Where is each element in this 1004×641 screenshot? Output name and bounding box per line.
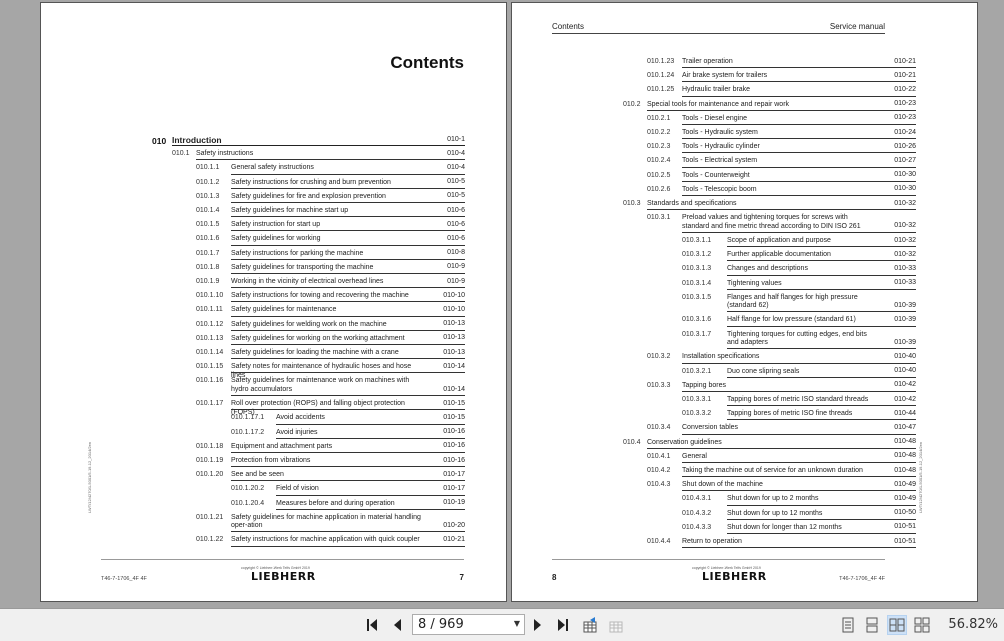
first-page-icon <box>364 618 380 632</box>
toc-entry-number: 010.1.5 <box>196 221 220 229</box>
toc-entry-title: Flanges and half flanges for high pressure (standard 62) <box>727 293 858 310</box>
toc-entry-number: 010.1.15 <box>196 363 224 371</box>
toc-entry-link[interactable] <box>276 498 465 510</box>
toc-entry-page: 010-19 <box>443 499 465 507</box>
two-page-continuous-view-icon <box>914 617 930 633</box>
toc-entry-link[interactable] <box>231 276 465 288</box>
toc-entry-page: 010-5 <box>447 178 465 186</box>
toc-entry-title: Tools - Counterweight <box>682 171 750 179</box>
toc-entry-title: Safety guidelines for machine start up <box>231 207 349 214</box>
toc-entry-link[interactable] <box>276 412 465 424</box>
toc-entry-number: 010.1.24 <box>647 72 675 80</box>
toc-entry-title: Special tools for maintenance and repair work <box>647 100 790 108</box>
toc-entry-title: Safety guidelines for transporting the machine <box>231 263 374 271</box>
toc-entry-page: 010-32 <box>894 222 916 230</box>
toc-entry-link[interactable] <box>682 479 916 491</box>
toc-entry-link[interactable] <box>727 329 916 350</box>
toc-entry-number: 010.1.10 <box>196 292 224 300</box>
toc-entry-page: 010-1 <box>447 135 465 143</box>
toc-entry-title: Safety instructions <box>196 150 254 158</box>
liebherr-logo: LIEBHERR <box>251 570 316 583</box>
toc-entry-number: 010.4.4 <box>647 537 671 545</box>
toc-entry-number: 010.1.23 <box>647 58 675 65</box>
toc-entry-page: 010-39 <box>894 301 916 309</box>
side-code: LWT/12/4270/1-5001/5-19-12_2014/2en <box>87 441 92 513</box>
toc-entry-link[interactable] <box>196 148 465 160</box>
toc-entry-link[interactable] <box>647 198 916 210</box>
go-forward-view-icon <box>607 616 625 634</box>
continuous-view-icon <box>865 617 879 633</box>
toc-entry-page: 010-16 <box>443 442 465 450</box>
toc-entry-number: 010.1.16 <box>196 377 224 385</box>
footer-divider <box>552 559 885 560</box>
single-page-view-icon <box>841 617 855 633</box>
toc-entry-number: 010.1.25 <box>647 86 675 94</box>
toc-entry-title: Changes and descriptions <box>727 265 808 273</box>
continuous-view-button[interactable] <box>862 615 882 635</box>
toc-entry-title: Measures before and during operation <box>276 499 395 507</box>
toc-entry-title: Safety guidelines for working on the working attachment <box>231 334 405 342</box>
toc-entry-title: Tightening values <box>727 279 782 287</box>
toc-entry-page: 010-4 <box>447 149 465 157</box>
toc-entry-link[interactable] <box>682 155 916 167</box>
toc-entry-link[interactable] <box>231 262 465 274</box>
toc-entry-title: Preload values and tightening torques for screws with standard and fine metric thread according to DIN ISO 261 <box>682 214 861 230</box>
toc-entry-page: 010-6 <box>447 206 465 214</box>
toc-entry-number: 010.3.1.7 <box>682 330 712 338</box>
toc-entry-page: 010-6 <box>447 220 465 228</box>
toc-entry-number: 010.2 <box>623 100 641 108</box>
toc-entry-page: 010-21 <box>894 71 916 79</box>
last-page-button[interactable] <box>553 615 573 635</box>
navigation-toolbar <box>0 608 1004 641</box>
toc-entry-page: 010-6 <box>447 235 465 243</box>
toc-entry-link[interactable] <box>231 375 465 396</box>
toc-entry-title: Air brake system for trailers <box>682 72 768 80</box>
toc-entry-number: 010.1.20.4 <box>231 499 265 507</box>
toc-entry-title: Introduction <box>172 135 222 145</box>
toc-entry-number: 010.1.8 <box>196 263 220 271</box>
toc-entry-page: 010-20 <box>443 521 465 529</box>
toc-entry-number: 010.3.1.3 <box>682 265 712 273</box>
toc-entry-number: 010.1.12 <box>196 320 224 328</box>
toc-entry-number: 010.4.1 <box>647 452 671 460</box>
toc-entry-link[interactable] <box>727 366 916 378</box>
toc-entry-number: 010.1.17.1 <box>231 414 265 422</box>
toc-entry-number: 010.4.3.1 <box>682 495 712 503</box>
toc-entry-number: 010.3.1.1 <box>682 236 712 244</box>
toc-entry-link[interactable] <box>682 536 916 548</box>
toc-entry-page: 010-4 <box>447 164 465 172</box>
toc-entry-page: 010-39 <box>894 338 916 346</box>
toc-entry-number: 010.1.13 <box>196 334 224 342</box>
toc-entry-link[interactable] <box>231 441 465 453</box>
dropdown-caret-icon[interactable]: ▼ <box>513 619 520 628</box>
toc-entry-page: 010-24 <box>894 128 916 136</box>
toc-entry-number: 010.1.9 <box>196 278 220 285</box>
toc-entry-number: 010.3.1.5 <box>682 293 712 301</box>
last-page-icon <box>555 618 571 632</box>
toc-entry-link[interactable] <box>682 351 916 363</box>
toc-entry-page: 010-48 <box>894 452 916 460</box>
toc-entry-title: See and be seen <box>231 471 284 479</box>
toc-entry-page: 010-17 <box>443 485 465 492</box>
toc-entry-title: Field of vision <box>276 485 319 493</box>
toc-entry-page: 010-47 <box>894 424 916 432</box>
toc-entry-title: Duo cone slipring seals <box>727 367 800 375</box>
toc-entry-link[interactable] <box>727 394 916 406</box>
toc-entry-number: 010.1 <box>172 150 190 158</box>
toc-entry-page: 010-23 <box>894 114 916 122</box>
toc-entry-title: Safety notes for maintenance of hydraulic hoses and hose lines <box>231 363 412 379</box>
toc-entry-page: 010-14 <box>443 385 465 393</box>
toc-entry-title: Safety guidelines for maintenance work on machines with hydro accumulators <box>231 377 410 393</box>
doc-code: T46-7-1706_4F 4F <box>839 576 885 582</box>
toc-entry-link[interactable] <box>727 408 916 420</box>
toc-entry-link[interactable] <box>231 469 465 481</box>
toc-entry-number: 010.4.3.2 <box>682 509 712 517</box>
toc-entry-link[interactable] <box>727 508 916 520</box>
toc-entry-link[interactable] <box>682 465 916 477</box>
toc-entry-link[interactable] <box>682 380 916 392</box>
page-number: 8 <box>552 573 557 582</box>
toc-entry-link[interactable] <box>727 314 916 326</box>
toc-entry-number: 010.3 <box>623 200 641 207</box>
page-indicator: 8 / 969 <box>418 617 464 632</box>
toc-entry-link[interactable] <box>682 113 916 125</box>
toc-entry-title: Safety guidelines for machine application in material handling oper-ation <box>231 513 421 530</box>
toc-entry-link[interactable] <box>727 278 916 290</box>
toc-entry-page: 010-40 <box>894 353 916 361</box>
toc-entry-number: 010.1.7 <box>196 249 220 257</box>
toc-entry-title: Standards and specifications <box>647 200 737 207</box>
toc-entry-page: 010-23 <box>894 100 916 108</box>
toc-entry-link[interactable] <box>231 248 465 260</box>
toc-entry-title: Scope of application and purpose <box>727 236 831 244</box>
toc-entry-page: 010-44 <box>894 409 916 417</box>
toc-entry-number: 010.2.3 <box>647 143 671 151</box>
toc-entry-title: Installation specifications <box>682 353 760 361</box>
toc-entry-title: Taking the machine out of service for an unknown duration <box>682 466 863 474</box>
toc-entry-page: 010-27 <box>894 157 916 165</box>
toc-entry-page: 010-42 <box>894 381 916 389</box>
toc-entry-number: 010.4.2 <box>647 466 671 474</box>
go-back-view-icon <box>581 616 599 634</box>
header-divider <box>552 33 885 34</box>
toc-entry-number: 010.1.1 <box>196 164 220 172</box>
toc-entry-page: 010-26 <box>894 142 916 150</box>
toc-entry-page: 010-14 <box>443 362 465 370</box>
toc-entry-page: 010-17 <box>443 470 465 478</box>
toc-entry-link[interactable] <box>231 455 465 467</box>
toc-entry-page: 010-9 <box>447 277 465 285</box>
toc-entry-number: 010.3.1.2 <box>682 251 712 259</box>
toc-entry-number: 010.1.17.2 <box>231 428 265 436</box>
toc-entry-number: 010.3.2.1 <box>682 367 712 375</box>
toc-entry-page: 010-32 <box>894 250 916 258</box>
toc-entry-title: Avoid accidents <box>276 414 325 422</box>
toc-entry-title: Shut down for up to 2 months <box>727 495 819 503</box>
toc-entry-number: 010.1.14 <box>196 349 224 356</box>
toc-entry-title: Shut down of the machine <box>682 481 763 489</box>
toc-entry-title: Tools - Hydraulic system <box>682 129 758 136</box>
toc-entry-title: Hydraulic trailer brake <box>682 86 751 94</box>
toc-entry-link[interactable] <box>647 99 916 111</box>
toc-entry-page: 010-9 <box>447 263 465 271</box>
zoom-level[interactable]: 56.82% <box>948 617 998 632</box>
toc-entry-page: 010-42 <box>894 395 916 403</box>
toc-entry-link[interactable] <box>682 184 916 196</box>
toc-entry-page: 010-10 <box>443 306 465 314</box>
page-title: Contents <box>390 53 464 72</box>
toc-entry-link[interactable] <box>727 493 916 505</box>
toc-entry-number: 010.1.11 <box>196 306 223 314</box>
toc-entry-link[interactable] <box>231 512 465 533</box>
page-8 <box>511 2 978 602</box>
toc-entry-title: Tools - Hydraulic cylinder <box>682 143 760 151</box>
toc-entry-page: 010-13 <box>443 320 465 328</box>
running-header-right: Service manual <box>829 22 885 31</box>
page-7 <box>40 2 507 602</box>
toc-entry-title: Safety guidelines for working <box>231 235 321 243</box>
toc-entry-link[interactable] <box>231 361 465 379</box>
toc-entry-page: 010-33 <box>894 265 916 272</box>
two-page-view-button[interactable] <box>887 615 907 635</box>
toc-entry-page: 010-39 <box>894 316 916 324</box>
toc-entry-title: General safety instructions <box>231 164 314 172</box>
toc-entry-title: Safety instructions for parking the machine <box>231 249 364 257</box>
previous-page-button[interactable] <box>387 615 407 635</box>
toc-entry-link[interactable] <box>682 84 916 96</box>
toc-entry-link[interactable] <box>682 141 916 153</box>
toc-entry-link[interactable] <box>231 191 465 203</box>
toc-entry-page: 010-5 <box>447 192 465 200</box>
next-page-icon <box>532 618 544 632</box>
toc-entry-link[interactable] <box>276 427 465 439</box>
go-back-view-button[interactable] <box>580 615 600 635</box>
toc-entry-link[interactable] <box>231 233 465 245</box>
toc-entry-title: Further applicable documentation <box>727 251 831 259</box>
toc-entry-title: Safety guidelines for fire and explosion prevention <box>231 192 386 200</box>
toc-entry-link[interactable] <box>682 56 916 68</box>
toc-entry-title: General <box>682 452 707 460</box>
toc-entry-link[interactable] <box>231 219 465 231</box>
toc-entry-number: 010.2.5 <box>647 171 671 179</box>
toc-entry-number: 010.1.20.2 <box>231 485 265 493</box>
toc-entry-title: Tools - Electrical system <box>682 157 758 165</box>
toc-entry-title: Safety instructions for crushing and burn prevention <box>231 178 391 186</box>
toc-entry-title: Tapping bores of metric ISO fine threads <box>727 410 853 418</box>
doc-code: T46-7-1706_4F 4F <box>101 576 147 582</box>
toc-entry-link[interactable] <box>231 347 465 359</box>
toc-entry-page: 010-13 <box>443 348 465 356</box>
toc-entry-link[interactable] <box>682 70 916 82</box>
page-number-input[interactable] <box>412 614 525 635</box>
toc-entry-number: 010.3.2 <box>647 353 671 361</box>
toc-entry-link[interactable] <box>682 422 916 434</box>
toc-entry-page: 010-16 <box>443 456 465 464</box>
toc-entry-number: 010.2.6 <box>647 185 671 193</box>
toc-entry-title: Tools - Diesel engine <box>682 114 747 122</box>
toc-entry-page: 010-50 <box>894 509 916 517</box>
toc-entry-page: 010-16 <box>443 428 465 436</box>
toc-entry-link[interactable] <box>231 319 465 331</box>
toc-entry-page: 010-21 <box>443 536 465 544</box>
toc-entry-number: 010.4.3 <box>647 481 671 489</box>
toc-entry-page: 010-15 <box>443 399 465 407</box>
toc-entry-link[interactable] <box>231 304 465 316</box>
toc-entry-page: 010-22 <box>894 86 916 94</box>
toc-entry-number: 010.3.4 <box>647 424 671 432</box>
toc-entry-link[interactable] <box>727 292 916 313</box>
toc-entry-number: 010.2.1 <box>647 114 671 122</box>
toc-entry-page: 010-32 <box>894 236 916 244</box>
toc-entry-number: 010.1.3 <box>196 192 220 200</box>
toc-entry-number: 010.1.17 <box>196 400 224 408</box>
toc-entry-number: 010.3.3 <box>647 381 671 389</box>
toc-entry-link[interactable] <box>727 235 916 247</box>
toc-entry-number: 010 <box>152 136 167 146</box>
toc-entry-number: 010.3.1 <box>647 214 671 222</box>
toc-entry-title: Conversion tables <box>682 424 739 432</box>
single-page-view-button[interactable] <box>838 615 858 635</box>
running-header-left: Contents <box>552 22 585 31</box>
toc-entry-number: 010.1.2 <box>196 178 220 186</box>
toc-entry-title: Tightening torques for cutting edges, end bits and adapters <box>727 330 867 347</box>
copyright-text: copyright © Liebherr-Werk Telfs GmbH 2019 <box>241 566 310 570</box>
toc-entry-number: 010.2.4 <box>647 157 671 165</box>
toc-entry-page: 010-32 <box>894 199 916 207</box>
toc-entry-number: 010.1.19 <box>196 456 224 464</box>
toc-entry-page: 010-10 <box>443 291 465 299</box>
toc-entry-page: 010-49 <box>894 480 916 488</box>
previous-page-icon <box>391 618 403 632</box>
toc-entry-title: Return to operation <box>682 537 742 545</box>
toc-entry-number: 010.3.3.1 <box>682 395 712 403</box>
toc-entry-title: Tapping bores of metric ISO standard threads <box>727 395 869 403</box>
toc-entry-link[interactable] <box>231 333 465 345</box>
toc-entry-title: Safety instructions for machine application with quick coupler <box>231 536 420 544</box>
next-page-button[interactable] <box>528 615 548 635</box>
toc-entry-page: 010-51 <box>894 523 916 531</box>
toc-entry-number: 010.4 <box>623 438 641 446</box>
toc-entry-page: 010-13 <box>443 334 465 342</box>
side-code: LWT/12/4270/1-5001/5-19-12_2014/2en <box>918 441 923 513</box>
toc-entry-title: Safety instructions for towing and recovering the machine <box>231 292 409 300</box>
copyright-text: copyright © Liebherr-Werk Telfs GmbH 2019 <box>692 566 761 570</box>
toc-entry-page: 010-49 <box>894 495 916 503</box>
toc-entry-link[interactable] <box>172 134 465 146</box>
toc-entry-title: Tapping bores <box>682 381 726 389</box>
toc-entry-page: 010-48 <box>894 438 916 446</box>
toc-entry-link[interactable] <box>682 170 916 182</box>
toc-entry-link[interactable] <box>276 483 465 495</box>
toc-entry-link[interactable] <box>231 534 465 546</box>
toc-entry-number: 010.1.6 <box>196 235 220 243</box>
footer-divider <box>101 559 464 560</box>
toc-entry-title: Protection from vibrations <box>231 456 311 464</box>
toc-entry-title: Safety guidelines for maintenance <box>231 306 337 314</box>
toc-entry-link[interactable] <box>727 522 916 534</box>
toc-entry-link[interactable] <box>231 205 465 217</box>
toc-entry-page: 010-40 <box>894 367 916 375</box>
toc-entry-number: 010.3.1.4 <box>682 279 712 287</box>
first-page-button[interactable] <box>362 615 382 635</box>
toc-entry-link[interactable] <box>647 437 916 449</box>
toc-entry-page: 010-48 <box>894 466 916 474</box>
toc-entry-number: 010.1.20 <box>196 471 224 479</box>
toc-entry-title: Working in the vicinity of electrical overhead lines <box>231 278 384 285</box>
toc-entry-title: Safety guidelines for welding work on the machine <box>231 320 387 328</box>
two-page-continuous-view-button[interactable] <box>912 615 932 635</box>
toc-entry-number: 010.1.22 <box>196 536 224 544</box>
toc-entry-number: 010.4.3.3 <box>682 523 712 531</box>
toc-entry-link[interactable] <box>727 263 916 275</box>
toc-entry-link[interactable] <box>231 177 465 189</box>
toc-entry-title: Trailer operation <box>682 58 733 65</box>
toc-entry-link[interactable] <box>682 127 916 139</box>
toc-entry-title: Tools - Telescopic boom <box>682 185 757 193</box>
liebherr-logo: LIEBHERR <box>702 570 767 583</box>
toc-entry-title: Avoid injuries <box>276 428 318 436</box>
toc-entry-page: 010-33 <box>894 279 916 287</box>
toc-entry-title: Roll over protection (ROPS) and falling object protection (FOPS) <box>231 400 405 416</box>
toc-entry-title: Safety guidelines for loading the machine with a crane <box>231 349 399 356</box>
toc-entry-page: 010-30 <box>894 185 916 193</box>
toc-entry-page: 010-51 <box>894 537 916 545</box>
toc-entry-number: 010.1.21 <box>196 513 224 521</box>
two-page-view-icon <box>889 617 905 633</box>
page-number: 7 <box>459 573 464 582</box>
toc-entry-number: 010.1.18 <box>196 442 224 450</box>
toc-entry-title: Conservation guidelines <box>647 438 722 446</box>
toc-entry-title: Half flange for low pressure (standard 61) <box>727 316 856 324</box>
toc-entry-page: 010-21 <box>894 57 916 65</box>
toc-entry-title: Safety instruction for start up <box>231 221 321 229</box>
toc-entry-page: 010-30 <box>894 171 916 179</box>
toc-entry-link[interactable] <box>231 398 465 416</box>
toc-entry-title: Equipment and attachment parts <box>231 442 333 450</box>
toc-entry-number: 010.3.1.6 <box>682 316 712 324</box>
go-forward-view-button[interactable] <box>606 615 626 635</box>
toc-entry-link[interactable] <box>231 162 465 174</box>
toc-entry-link[interactable] <box>231 290 465 302</box>
toc-entry-number: 010.1.4 <box>196 207 220 214</box>
toc-entry-page: 010-8 <box>447 249 465 257</box>
toc-entry-number: 010.3.3.2 <box>682 410 712 418</box>
toc-entry-page: 010-15 <box>443 414 465 421</box>
toc-entry-title: Shut down for longer than 12 months <box>727 523 842 531</box>
toc-entry-link[interactable] <box>727 249 916 261</box>
toc-entry-title: Shut down for up to 12 months <box>727 509 823 517</box>
toc-entry-number: 010.2.2 <box>647 129 671 136</box>
toc-entry-link[interactable] <box>682 212 916 233</box>
toc-entry-link[interactable] <box>682 451 916 463</box>
